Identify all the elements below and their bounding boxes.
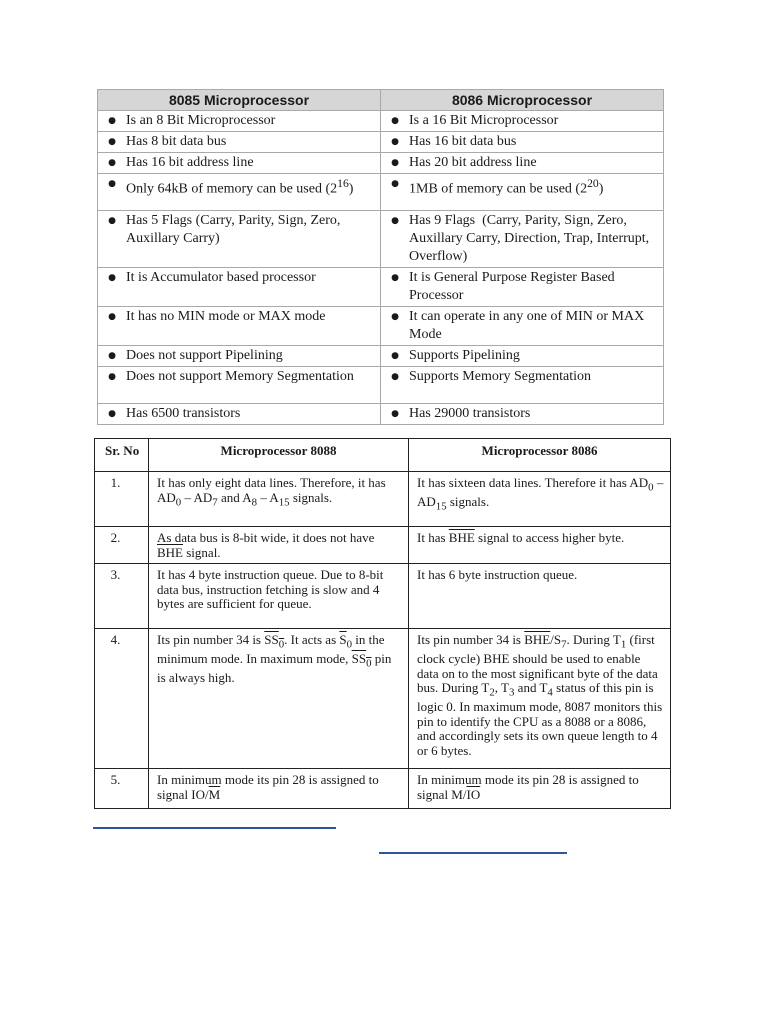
bullet-icon: ● <box>391 216 399 226</box>
link-underline[interactable] <box>379 852 567 854</box>
cell-8085 <box>98 307 381 346</box>
table-header-row <box>95 439 671 472</box>
serial-number-cell: 2. <box>95 527 149 564</box>
comparison-table-8085-vs-8086 <box>97 89 664 425</box>
bullet-icon: ● <box>108 372 116 382</box>
bullet-icon: ● <box>391 179 399 189</box>
cell-8086: It has $\overline{BHE}$ signal to access higher byte. <box>409 527 671 564</box>
table-row <box>95 472 671 527</box>
cell-8086 <box>381 132 664 153</box>
cell-text: Has 16 bit data bus <box>409 134 517 149</box>
cell-8086: It has 6 byte instruction queue. <box>409 564 671 629</box>
bullet-icon: ● <box>391 409 399 419</box>
serial-number-cell: 4. <box>95 629 149 769</box>
cell-8086 <box>381 153 664 174</box>
column-header-8086: Microprocessor 8086 <box>409 439 671 472</box>
table-row <box>98 174 664 211</box>
bullet-icon: ● <box>108 351 116 361</box>
table-row <box>98 307 664 346</box>
cell-8086 <box>381 268 664 307</box>
cell-8085 <box>98 367 381 404</box>
bullet-icon: ● <box>108 179 116 189</box>
cell-text: It is General Purpose Register Based Processor <box>409 270 615 303</box>
cell-8085 <box>98 404 381 425</box>
cell-8088: As data bus is 8-bit wide, it does not have $\overline{BHE}$ signal. <box>149 527 409 564</box>
cell-8085 <box>98 153 381 174</box>
bullet-icon: ● <box>391 351 399 361</box>
bullet-icon: ● <box>391 158 399 168</box>
cell-8085 <box>98 174 381 211</box>
cell-8086 <box>381 211 664 268</box>
cell-text: Supports Memory Segmentation <box>409 369 591 384</box>
serial-number-cell: 5. <box>95 769 149 809</box>
cell-8088: In minimum mode its pin 28 is assigned to signal $IO/\overline{M}$ <box>149 769 409 809</box>
bullet-icon: ● <box>391 372 399 382</box>
table-row <box>98 153 664 174</box>
table-row <box>98 211 664 268</box>
link-underline[interactable] <box>93 827 336 829</box>
bullet-icon: ● <box>108 158 116 168</box>
cell-text: Has 20 bit address line <box>409 155 537 170</box>
bullet-icon: ● <box>108 312 116 322</box>
column-header-sr-no: Sr. No <box>95 439 149 472</box>
cell-text: Has 9 Flags (Carry, Parity, Sign, Zero, Auxillary Carry, Direction, Trap, Interrupt, Overflow) <box>409 213 650 264</box>
serial-number-cell: 3. <box>95 564 149 629</box>
comparison-table-8088-vs-8086 <box>94 438 671 809</box>
table-row <box>95 527 671 564</box>
cell-8085 <box>98 211 381 268</box>
cell-8085 <box>98 268 381 307</box>
cell-text: Has 8 bit data bus <box>126 134 227 149</box>
table-row <box>95 769 671 809</box>
table-row <box>95 564 671 629</box>
bullet-icon: ● <box>108 116 116 126</box>
cell-text: Has 16 bit address line <box>126 155 254 170</box>
bullet-icon: ● <box>108 409 116 419</box>
cell-text: Does not support Memory Segmentation <box>126 369 354 384</box>
table-row <box>98 268 664 307</box>
cell-text: Does not support Pipelining <box>126 348 283 363</box>
cell-8085 <box>98 111 381 132</box>
cell-8086 <box>381 174 664 211</box>
table-row <box>98 111 664 132</box>
bullet-icon: ● <box>391 137 399 147</box>
cell-text: Is an 8 Bit Microprocessor <box>126 113 276 128</box>
cell-8088: Its pin number 34 is $SS_0$. It acts as $\overline{S}_0$ in the minimum mode. In maximum mode, $SS_0$ pin is always high. <box>149 629 409 769</box>
table-row <box>98 132 664 153</box>
table-row <box>98 367 664 404</box>
cell-8088: It has only eight data lines. Therefore, it has $AD_0 - AD_7$ and $A_8 - A_{15}$ signals. <box>149 472 409 527</box>
cell-8086: In minimum mode its pin 28 is assigned to signal $M/\overline{IO}$ <box>409 769 671 809</box>
cell-text: Supports Pipelining <box>409 348 520 363</box>
bullet-icon: ● <box>391 312 399 322</box>
cell-8086: It has sixteen data lines. Therefore it has $AD_0 - AD_{15}$ signals. <box>409 472 671 527</box>
cell-8085 <box>98 132 381 153</box>
bullet-icon: ● <box>108 137 116 147</box>
bullet-icon: ● <box>391 273 399 283</box>
cell-text: Is a 16 Bit Microprocessor <box>409 113 559 128</box>
table-row <box>95 629 671 769</box>
cell-8085 <box>98 346 381 367</box>
cell-8086 <box>381 111 664 132</box>
bullet-icon: ● <box>108 216 116 226</box>
table-row <box>98 404 664 425</box>
column-header-8088: Microprocessor 8088 <box>149 439 409 472</box>
cell-8086 <box>381 307 664 346</box>
cell-8086 <box>381 346 664 367</box>
cell-text: Has 29000 transistors <box>409 406 531 421</box>
serial-number-cell: 1. <box>95 472 149 527</box>
bullet-icon: ● <box>391 116 399 126</box>
cell-text: It is Accumulator based processor <box>126 270 316 285</box>
cell-text: 1MB of memory can be used $(2^{20})$ <box>409 177 604 197</box>
table-row <box>98 346 664 367</box>
cell-text: Only 64kB of memory can be used $(2^{16})$ <box>126 177 354 197</box>
cell-text: It can operate in any one of MIN or MAX Mode <box>409 309 645 342</box>
column-header-8085: 8085 Microprocessor <box>98 90 381 111</box>
bullet-icon: ● <box>108 273 116 283</box>
cell-8086 <box>381 367 664 404</box>
cell-8086: Its pin number 34 is $\overline{BHE}/S_7$. During $T_1$ (first clock cycle) BHE should be used to enable data on to the most significant byte of the data bus. During $T_2$, $T_3$ and $T_4$ status of this pin is logic 0. In maximum mode, 8087 monitors this pin to identify the CPU as a 8088 or a 8086, and accordingly sets its own queue length to 4 or 6 bytes. <box>409 629 671 769</box>
column-header-8086: 8086 Microprocessor <box>381 90 664 111</box>
cell-8088: It has 4 byte instruction queue. Due to 8-bit data bus, instruction fetching is slow and 4 bytes are sufficient for queue. <box>149 564 409 629</box>
table-header-row <box>98 90 664 111</box>
cell-text: Has 6500 transistors <box>126 406 241 421</box>
cell-text: Has 5 Flags (Carry, Parity, Sign, Zero, Auxillary Carry) <box>126 213 341 246</box>
cell-8086 <box>381 404 664 425</box>
cell-text: It has no MIN mode or MAX mode <box>126 309 326 324</box>
